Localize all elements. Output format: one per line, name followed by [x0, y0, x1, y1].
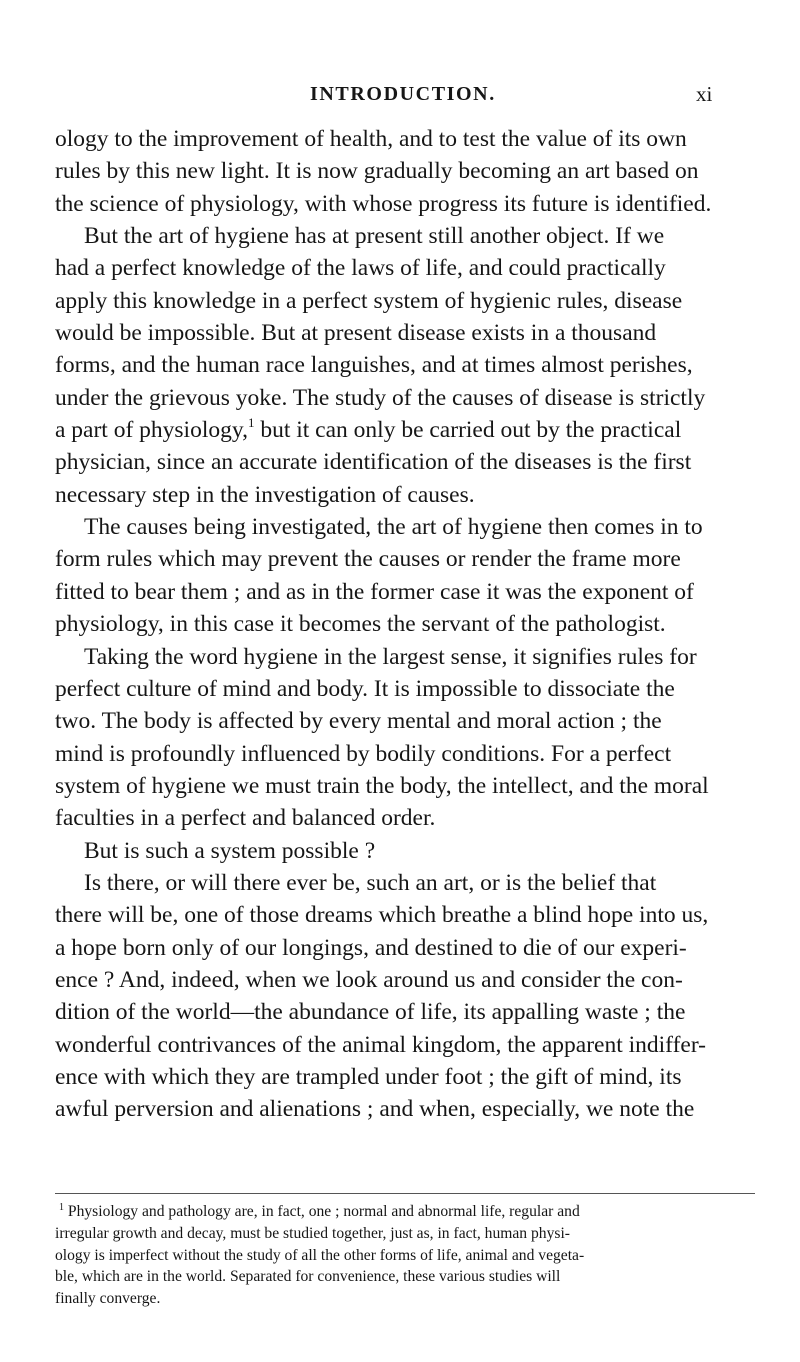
running-head: INTRODUCTION. — [310, 83, 496, 105]
text-line: two. The body is affected by every mental and moral action ; the — [55, 708, 662, 735]
footnote-line: ology is imperfect without the study of all the other forms of life, animal and vegeta- — [55, 1246, 585, 1264]
text-line-with-footnote-ref — [55, 414, 755, 446]
footnote-line: irregular growth and decay, must be studied together, just as, in fact, human physi- — [55, 1224, 570, 1242]
text-line: ence ? And, indeed, when we look around us and consider the con- — [55, 966, 683, 993]
text-line: system of hygiene we must train the body, the intellect, and the moral — [55, 772, 709, 799]
page-number: xi — [696, 82, 713, 106]
text-line: under the grievous yoke. The study of the causes of disease is strictly — [55, 384, 706, 411]
text-line: But the art of hygiene has at present still another object. If we — [84, 223, 665, 250]
text-line: the science of physiology, with whose progress its future is identified. — [55, 190, 712, 217]
footnote-divider — [55, 1193, 755, 1194]
text-line: forms, and the human race languishes, and at times almost perishes, — [55, 352, 693, 379]
text-line: faculties in a perfect and balanced order. — [55, 805, 436, 832]
footnote-reference[interactable]: 1 — [247, 415, 255, 431]
text-line: rules by this new light. It is now gradually becoming an art based on — [55, 158, 699, 185]
text-line: apply this knowledge in a perfect system of hygienic rules, disease — [55, 287, 683, 314]
text-line: ology to the improvement of health, and to test the value of its own — [55, 126, 687, 152]
text-line: necessary step in the investigation of causes. — [55, 481, 475, 508]
text-line: wonderful contrivances of the animal kingdom, the apparent indiffer- — [55, 1031, 707, 1058]
text-line: awful perversion and alienations ; and when, especially, we note the — [55, 1096, 695, 1123]
text-segment: a part of physiology, — [55, 417, 248, 444]
text-line: had a perfect knowledge of the laws of life, and could practically — [55, 255, 666, 282]
text-segment: but it can only be carried out by the practical — [260, 417, 682, 444]
text-line: perfect culture of mind and body. It is impossible to dissociate the — [55, 675, 675, 702]
text-line: fitted to bear them ; and as in the former case it was the exponent of — [55, 578, 694, 605]
text-line: But is such a system possible ? — [84, 837, 376, 864]
footnote-line — [55, 1201, 755, 1223]
text-line: would be impossible. But at present disease exists in a thousand — [55, 320, 657, 347]
footnote-line: ble, which are in the world. Separated for convenience, these various studies will — [55, 1268, 561, 1286]
text-line: physiology, in this case it becomes the servant of the pathologist. — [55, 611, 666, 638]
text-line: form rules which may prevent the causes or render the frame more — [55, 546, 681, 573]
text-line: ence with which they are trampled under foot ; the gift of mind, its — [55, 1063, 682, 1090]
text-line: there will be, one of those dreams which breathe a blind hope into us, — [55, 902, 709, 929]
text-line: physician, since an accurate identification of the diseases is the first — [55, 449, 692, 476]
text-line: dition of the world—the abundance of life, its appalling waste ; the — [55, 999, 686, 1026]
footnote — [55, 1201, 755, 1310]
text-line: Taking the word hygiene in the largest sense, it signifies rules for — [84, 643, 697, 670]
text-line: The causes being investigated, the art of hygiene then comes in to — [84, 514, 703, 541]
text-line: mind is profoundly influenced by bodily conditions. For a perfect — [55, 740, 672, 767]
text-line: a hope born only of our longings, and destined to die of our experi- — [55, 934, 687, 961]
text-line: Is there, or will there ever be, such an art, or is the belief that — [84, 869, 657, 896]
footnote-text: Physiology and pathology are, in fact, one ; normal and abnormal life, regular and — [67, 1203, 580, 1220]
footnote-line: finally converge. — [55, 1290, 161, 1308]
body-text — [55, 123, 755, 1126]
footnote-marker: 1 — [59, 1202, 64, 1213]
